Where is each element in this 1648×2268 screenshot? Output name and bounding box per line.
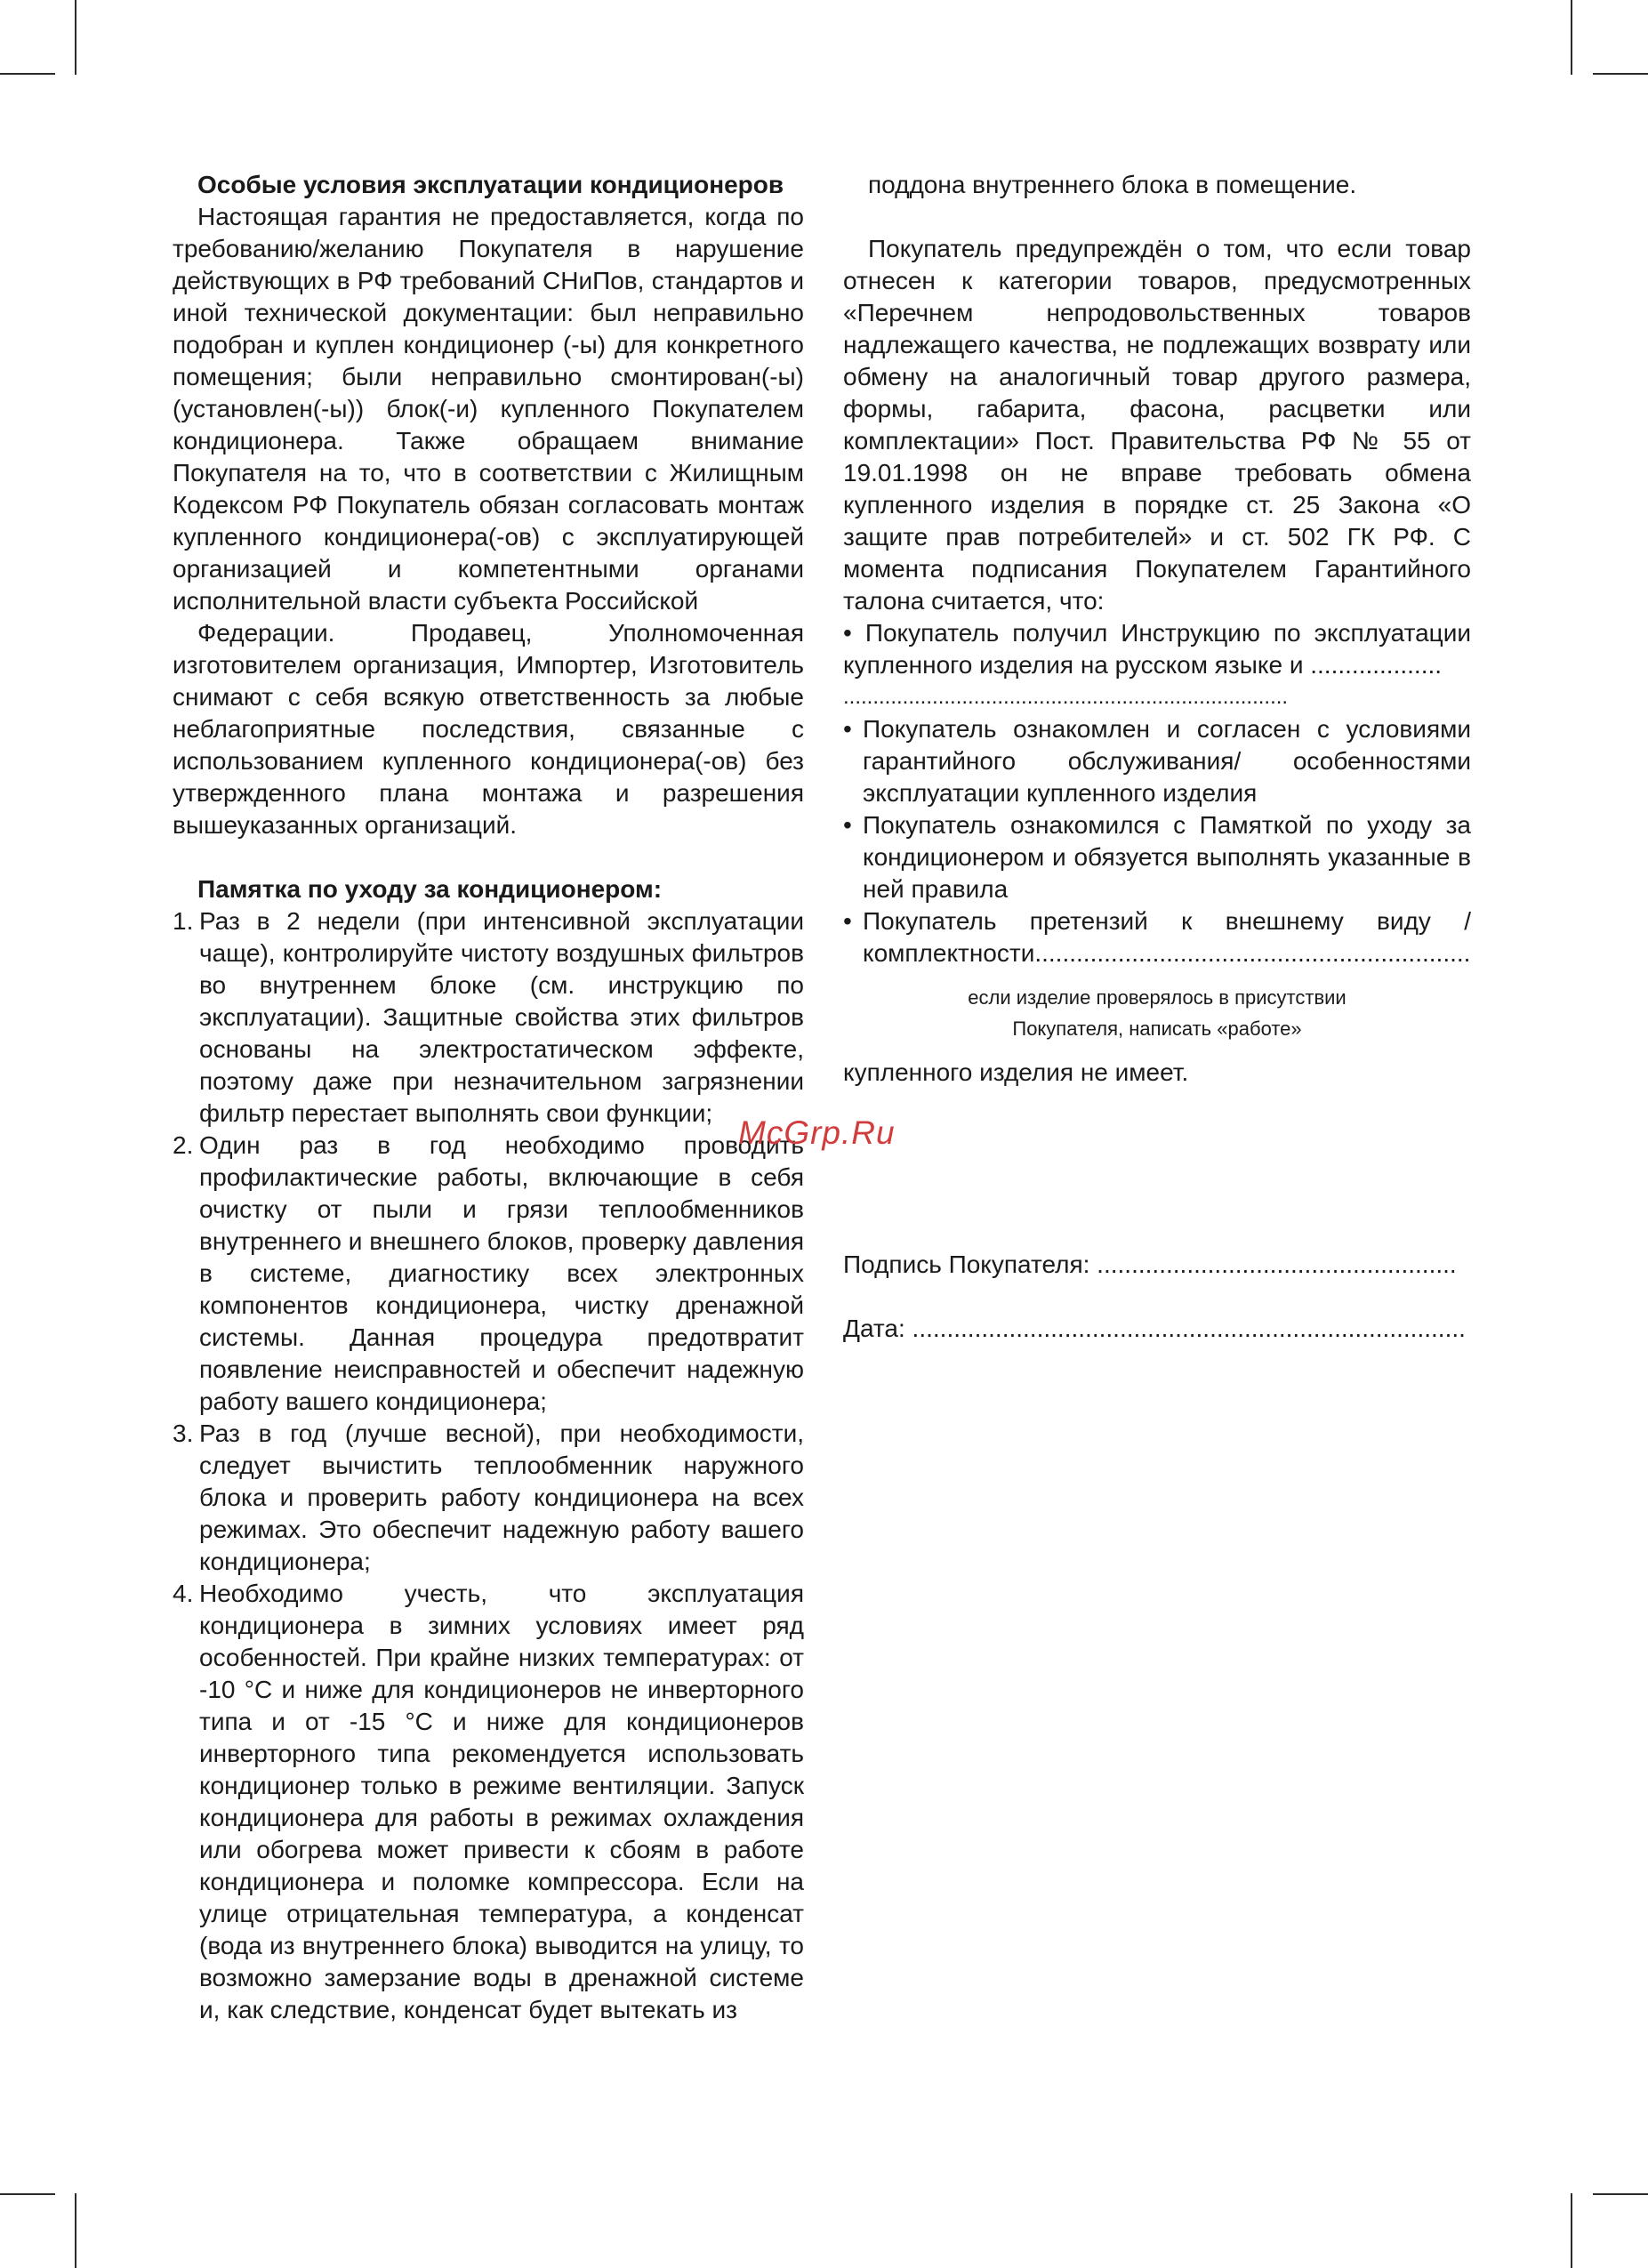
left-column — [173, 169, 804, 2026]
list-item — [173, 1130, 804, 1418]
warranty-paragraph: Настоящая гарантия не предоставляется, когда по требованию/желанию Покупателя в нарушение действующих в РФ требований СНиПов, стандартов и иной технической документации: был неправильно подобран и куплен кондиционер (-ы) для конкретного помещения; были неправильно смонтирован(-ы) (установлен(-ы)) блок(-и) купленного Покупателем кондиционера. Также обращаем внимание Покупателя на то, что в соответствии с Жилищным Кодексом РФ Покупатель обязан согласовать монтаж купленного кондиционера(-ов) с эксплуатирующей организацией и компетентными органами исполнительной власти субъекта Российской — [173, 203, 804, 615]
continuation-text: поддона внутреннего блока в помещение. — [868, 171, 1357, 198]
closing-text: купленного изделия не имеет. — [843, 1058, 1189, 1086]
date-line: Дата: ................................................................................ — [843, 1315, 1466, 1342]
list-item: • Покупатель ознакомился с Памяткой по уходу за кондиционером и обязуется выполнять указанные в ней правила — [843, 811, 1471, 903]
crop-mark — [0, 2193, 55, 2195]
bullet-icon: • — [843, 715, 852, 743]
crop-mark — [1571, 2193, 1572, 2268]
crop-mark — [0, 73, 55, 75]
item-text: Раз в год (лучше весной), при необходимости, следует вычистить теплообменник наружного блока и проверить работу кондиционера на всех режимах. Это обеспечит надежную работу вашего кондиционера; — [199, 1420, 804, 1575]
item-number: 3. — [173, 1420, 194, 1447]
buyer-statements-list — [843, 713, 1471, 969]
buyer-warning-paragraph: Покупатель предупреждён о том, что если товар отнесен к категории товаров, предусмотренных «Перечнем непродовольственных товаров надлежащего качества, не подлежащих возврату или обмену на аналогичный товар другого размера, формы, габарита, фасона, расцветки или комплектации» Пост. Правительства РФ № 55 от 19.01.1998 он не вправе требовать обмена купленного изделия в порядке ст. 25 Закона «О защите прав потребителей» и ст. 502 ГК РФ. С момента подписания Покупателем Гарантийного талона считается, что: — [843, 235, 1471, 615]
crop-mark — [1593, 2193, 1648, 2195]
crop-mark — [1593, 73, 1648, 75]
crop-mark — [1571, 0, 1572, 75]
instruction-received-line: • Покупатель получил Инструкцию по эксплуатации купленного изделия на русском языке и ................... — [843, 619, 1472, 679]
spacer — [173, 841, 804, 873]
list-item: • Покупатель ознакомлен и согласен с условиями гарантийного обслуживания/ особенностями эксплуатации купленного изделия — [843, 715, 1471, 807]
buyer-signature-line: Подпись Покупателя: .................................................... — [843, 1251, 1457, 1278]
item-text: Раз в 2 недели (при интенсивной эксплуатации чаще), контролируйте чистоту воздушных фильтров во внутреннем блоке (см. инструкцию по эксплуатации). Защитные свойства этих фильтров основаны на электростатическом эффекте, поэтому даже при незначительном загрязнении фильтр перестает выполнять свои функции; — [199, 907, 804, 1127]
list-item: • Покупатель претензий к внешнему виду /комплектности............................................................... — [843, 907, 1471, 967]
special-conditions-heading: Особые условия эксплуатации кондиционеров — [197, 171, 784, 198]
fill-in-dotted-line: ........................................................................... — [843, 685, 1289, 709]
spacer — [843, 1281, 1471, 1313]
item-number: 2. — [173, 1131, 194, 1159]
list-item — [173, 1418, 804, 1578]
bullet-icon: • — [843, 907, 852, 935]
care-memo-heading: Памятка по уходу за кондиционером: — [197, 875, 663, 903]
footnote-line: Покупателя, написать «работе» — [1012, 1017, 1302, 1040]
crop-mark — [75, 2193, 76, 2268]
footnote-line: если изделие проверялось в присутствии — [968, 986, 1347, 1009]
spacer — [843, 201, 1471, 233]
item-text: Один раз в год необходимо проводить профилактические работы, включающие в себя очистку от пыли и грязи теплообменников внутреннего и внешнего блоков, проверку давления в системе, диагностику всех электронных компонентов кондиционера, чистку дренажной системы. Данная процедура предотвратит появление неисправностей и обеспечит надежную работу вашего кондиционера; — [199, 1131, 804, 1415]
care-memo-list — [173, 905, 804, 2026]
list-item — [173, 905, 804, 1130]
item-number: 4. — [173, 1580, 194, 1607]
bullet-icon: • — [843, 619, 865, 647]
item-text: Необходимо учесть, что эксплуатация кондиционера в зимних условиях имеет ряд особенностей. При крайне низких температурах: от -10 °С и ниже для кондиционеров не инверторного типа и от -15 °С и ниже для кондиционеров инверторного типа рекомендуется использовать кондиционер только в режиме вентиляции. Запуск кондиционера для работы в режимах охлаждения или обогрева может привести к сбоям в работе кондиционера и поломке компрессора. Если на улице отрицательная температура, а конденсат (вода из внутреннего блока) выводится на улицу, то возможно замерзание воды в дренажной системе и, как следствие, конденсат будет вытекать из — [199, 1580, 804, 2023]
spacer — [843, 1089, 1471, 1249]
liability-paragraph: Федерации. Продавец, Уполномоченная изготовителем организация, Импортер, Изготовитель снимают с себя всякую ответственность за любые неблагоприятные последствия, связанные с использованием купленного кондиционера(-ов) без утвержденного плана монтажа и разрешения вышеуказанных организаций. — [173, 619, 804, 839]
watermark: McGrp.Ru — [738, 1114, 896, 1151]
list-item — [173, 1578, 804, 2026]
right-column — [843, 169, 1471, 1345]
footnote — [843, 982, 1471, 1044]
crop-mark — [75, 0, 76, 75]
bullet-icon: • — [843, 811, 852, 839]
item-number: 1. — [173, 907, 194, 935]
